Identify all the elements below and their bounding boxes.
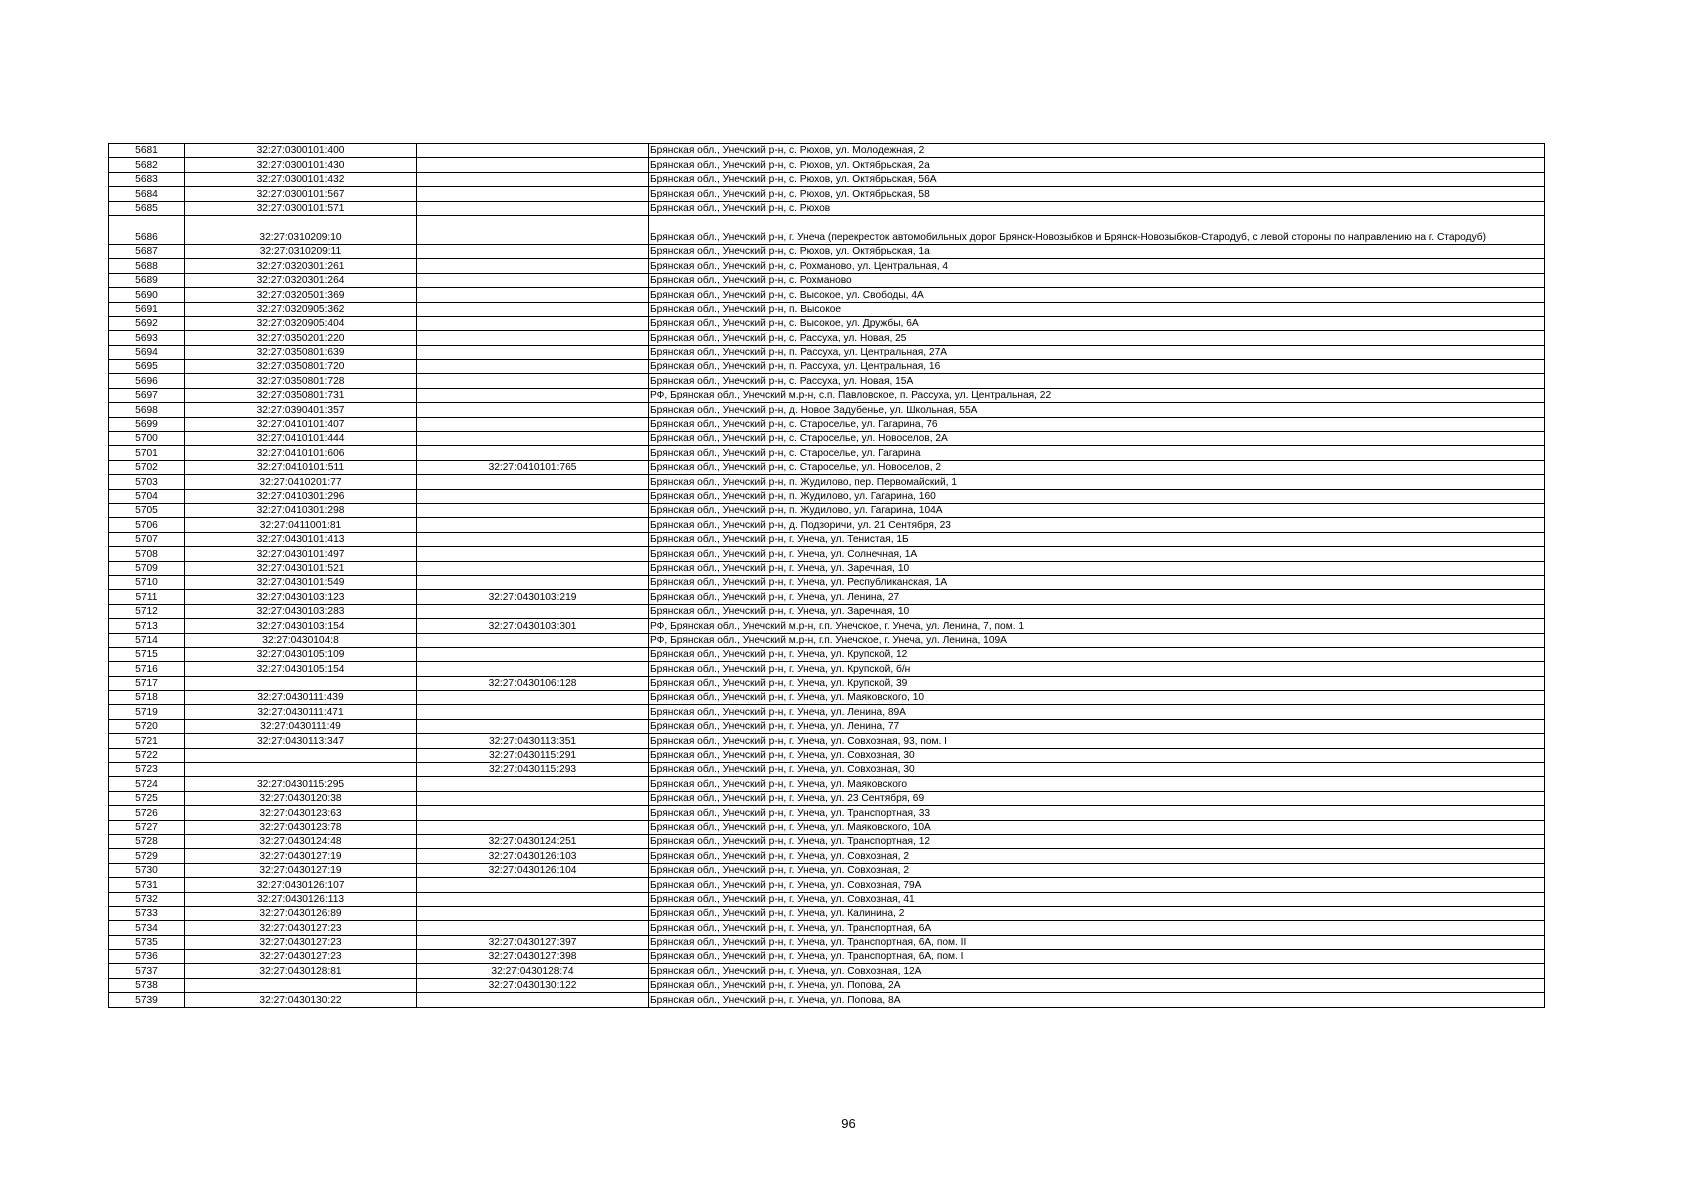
row-number-cell: 5698	[109, 403, 185, 417]
address-cell: Брянская обл., Унечский р-н, г. Унеча, ул. Транспортная, 6А	[649, 921, 1545, 935]
related-cadastral-number-cell	[417, 691, 649, 705]
address-cell: Брянская обл., Унечский р-н, г. Унеча, ул. Республиканская, 1А	[649, 575, 1545, 589]
address-cell: РФ, Брянская обл., Унечский м.р-н, с.п. Павловское, п. Рассуха, ул. Центральная, 22	[649, 388, 1545, 402]
row-number-cell: 5683	[109, 172, 185, 186]
cadastral-number-cell: 32:27:0430127:19	[185, 863, 417, 877]
cadastral-number-cell: 32:27:0430126:89	[185, 906, 417, 920]
related-cadastral-number-cell	[417, 259, 649, 273]
cadastral-number-cell: 32:27:0300101:567	[185, 187, 417, 201]
row-number-cell: 5694	[109, 345, 185, 359]
table-row	[109, 144, 1545, 158]
table-row	[109, 388, 1545, 402]
cadastral-number-cell: 32:27:0430127:23	[185, 921, 417, 935]
table-row	[109, 273, 1545, 287]
row-number-cell: 5700	[109, 432, 185, 446]
row-number-cell: 5737	[109, 964, 185, 978]
row-number-cell: 5704	[109, 489, 185, 503]
cadastral-number-cell: 32:27:0350801:639	[185, 345, 417, 359]
table-row	[109, 215, 1545, 244]
table-row	[109, 374, 1545, 388]
address-cell: Брянская обл., Унечский р-н, с. Рюхов, ул. Октябрьская, 58	[649, 187, 1545, 201]
row-number-cell: 5719	[109, 705, 185, 719]
table-row	[109, 849, 1545, 863]
row-number-cell: 5739	[109, 993, 185, 1007]
row-number-cell: 5682	[109, 158, 185, 172]
address-cell: Брянская обл., Унечский р-н, г. Унеча, ул. Совхозная, 2	[649, 863, 1545, 877]
address-cell: Брянская обл., Унечский р-н, с. Староселье, ул. Гагарина, 76	[649, 417, 1545, 431]
related-cadastral-number-cell	[417, 503, 649, 517]
address-cell: Брянская обл., Унечский р-н, г. Унеча, ул. Маяковского, 10А	[649, 820, 1545, 834]
table-row	[109, 460, 1545, 474]
related-cadastral-number-cell	[417, 345, 649, 359]
related-cadastral-number-cell	[417, 806, 649, 820]
row-number-cell: 5696	[109, 374, 185, 388]
cadastral-number-cell: 32:27:0410101:511	[185, 460, 417, 474]
cadastral-number-cell: 32:27:0430101:413	[185, 532, 417, 546]
related-cadastral-number-cell	[417, 172, 649, 186]
cadastral-number-cell: 32:27:0320905:404	[185, 316, 417, 330]
cadastral-number-cell: 32:27:0430128:81	[185, 964, 417, 978]
row-number-cell: 5716	[109, 662, 185, 676]
address-cell: Брянская обл., Унечский р-н, г. Унеча, ул. Ленина, 27	[649, 590, 1545, 604]
related-cadastral-number-cell	[417, 561, 649, 575]
address-cell: Брянская обл., Унечский р-н, г. Унеча, ул. Маяковского	[649, 777, 1545, 791]
address-cell: Брянская обл., Унечский р-н, г. Унеча, ул. Тенистая, 1Б	[649, 532, 1545, 546]
table-row	[109, 432, 1545, 446]
related-cadastral-number-cell	[417, 820, 649, 834]
table-row	[109, 777, 1545, 791]
related-cadastral-number-cell	[417, 187, 649, 201]
row-number-cell: 5722	[109, 748, 185, 762]
row-number-cell: 5688	[109, 259, 185, 273]
row-number-cell: 5736	[109, 950, 185, 964]
row-number-cell: 5692	[109, 316, 185, 330]
table-row	[109, 647, 1545, 661]
cadastral-number-cell: 32:27:0320501:369	[185, 288, 417, 302]
address-cell: Брянская обл., Унечский р-н, г. Унеча, ул. Заречная, 10	[649, 604, 1545, 618]
row-number-cell: 5705	[109, 503, 185, 517]
cadastral-number-cell: 32:27:0430103:123	[185, 590, 417, 604]
related-cadastral-number-cell	[417, 633, 649, 647]
cadastral-number-cell: 32:27:0350801:731	[185, 388, 417, 402]
table-row	[109, 863, 1545, 877]
related-cadastral-number-cell	[417, 647, 649, 661]
table-row	[109, 950, 1545, 964]
table-row	[109, 475, 1545, 489]
related-cadastral-number-cell	[417, 489, 649, 503]
related-cadastral-number-cell	[417, 417, 649, 431]
cadastral-number-cell: 32:27:0430123:63	[185, 806, 417, 820]
related-cadastral-number-cell	[417, 158, 649, 172]
table-row	[109, 403, 1545, 417]
address-cell: Брянская обл., Унечский р-н, п. Высокое	[649, 302, 1545, 316]
row-number-cell: 5724	[109, 777, 185, 791]
cadastral-number-cell: 32:27:0300101:432	[185, 172, 417, 186]
related-cadastral-number-cell: 32:27:0430130:122	[417, 978, 649, 992]
row-number-cell: 5730	[109, 863, 185, 877]
cadastral-number-cell: 32:27:0300101:571	[185, 201, 417, 215]
cadastral-number-cell: 32:27:0430101:521	[185, 561, 417, 575]
related-cadastral-number-cell	[417, 475, 649, 489]
related-cadastral-number-cell	[417, 532, 649, 546]
cadastral-number-cell	[185, 748, 417, 762]
cadastral-number-cell: 32:27:0410101:606	[185, 446, 417, 460]
table-row	[109, 676, 1545, 690]
related-cadastral-number-cell	[417, 273, 649, 287]
row-number-cell: 5681	[109, 144, 185, 158]
table-row	[109, 791, 1545, 805]
related-cadastral-number-cell	[417, 403, 649, 417]
table-row	[109, 187, 1545, 201]
address-cell: Брянская обл., Унечский р-н, с. Староселье, ул. Новоселов, 2	[649, 460, 1545, 474]
address-cell: Брянская обл., Унечский р-н, г. Унеча, ул. Совхозная, 93, пом. I	[649, 734, 1545, 748]
address-cell: Брянская обл., Унечский р-н, п. Рассуха, ул. Центральная, 16	[649, 360, 1545, 374]
related-cadastral-number-cell	[417, 331, 649, 345]
cadastral-number-cell: 32:27:0430126:107	[185, 878, 417, 892]
address-cell: Брянская обл., Унечский р-н, д. Подзоричи, ул. 21 Сентября, 23	[649, 518, 1545, 532]
address-cell: Брянская обл., Унечский р-н, г. Унеча, ул. 23 Сентября, 69	[649, 791, 1545, 805]
cadastral-number-cell: 32:27:0320301:264	[185, 273, 417, 287]
related-cadastral-number-cell	[417, 906, 649, 920]
related-cadastral-number-cell: 32:27:0410101:765	[417, 460, 649, 474]
property-table	[108, 143, 1545, 1008]
row-number-cell: 5684	[109, 187, 185, 201]
related-cadastral-number-cell	[417, 662, 649, 676]
cadastral-number-cell: 32:27:0300101:430	[185, 158, 417, 172]
row-number-cell: 5731	[109, 878, 185, 892]
cadastral-number-cell: 32:27:0411001:81	[185, 518, 417, 532]
row-number-cell: 5723	[109, 763, 185, 777]
related-cadastral-number-cell	[417, 518, 649, 532]
related-cadastral-number-cell: 32:27:0430127:398	[417, 950, 649, 964]
address-cell: Брянская обл., Унечский р-н, д. Новое Задубенье, ул. Школьная, 55А	[649, 403, 1545, 417]
related-cadastral-number-cell	[417, 244, 649, 258]
table-row	[109, 446, 1545, 460]
table-row	[109, 547, 1545, 561]
related-cadastral-number-cell	[417, 201, 649, 215]
table-row	[109, 719, 1545, 733]
address-cell: Брянская обл., Унечский р-н, с. Высокое, ул. Свободы, 4А	[649, 288, 1545, 302]
address-cell: Брянская обл., Унечский р-н, г. Унеча, ул. Попова, 2А	[649, 978, 1545, 992]
table-row	[109, 316, 1545, 330]
row-number-cell: 5712	[109, 604, 185, 618]
row-number-cell: 5720	[109, 719, 185, 733]
cadastral-number-cell: 32:27:0430111:471	[185, 705, 417, 719]
table-row	[109, 489, 1545, 503]
address-cell: Брянская обл., Унечский р-н, г. Унеча, ул. Совхозная, 41	[649, 892, 1545, 906]
related-cadastral-number-cell	[417, 719, 649, 733]
address-cell: Брянская обл., Унечский р-н, г. Унеча, ул. Солнечная, 1А	[649, 547, 1545, 561]
related-cadastral-number-cell: 32:27:0430127:397	[417, 935, 649, 949]
address-cell: Брянская обл., Унечский р-н, г. Унеча, ул. Крупской, 12	[649, 647, 1545, 661]
address-cell: Брянская обл., Унечский р-н, г. Унеча, ул. Попова, 8А	[649, 993, 1545, 1007]
related-cadastral-number-cell: 32:27:0430113:351	[417, 734, 649, 748]
row-number-cell: 5691	[109, 302, 185, 316]
address-cell: Брянская обл., Унечский р-н, с. Рохманово, ул. Центральная, 4	[649, 259, 1545, 273]
cadastral-number-cell: 32:27:0430130:22	[185, 993, 417, 1007]
table-row	[109, 834, 1545, 848]
row-number-cell: 5727	[109, 820, 185, 834]
address-cell: Брянская обл., Унечский р-н, с. Рюхов, ул. Молодежная, 2	[649, 144, 1545, 158]
address-cell: РФ, Брянская обл., Унечский м.р-н, г.п. Унечское, г. Унеча, ул. Ленина, 109А	[649, 633, 1545, 647]
row-number-cell: 5728	[109, 834, 185, 848]
row-number-cell: 5718	[109, 691, 185, 705]
related-cadastral-number-cell	[417, 144, 649, 158]
table-row	[109, 705, 1545, 719]
cadastral-number-cell: 32:27:0430105:109	[185, 647, 417, 661]
related-cadastral-number-cell	[417, 604, 649, 618]
table-row	[109, 662, 1545, 676]
cadastral-number-cell: 32:27:0310209:11	[185, 244, 417, 258]
related-cadastral-number-cell	[417, 215, 649, 244]
address-cell: Брянская обл., Унечский р-н, с. Рюхов	[649, 201, 1545, 215]
row-number-cell: 5725	[109, 791, 185, 805]
cadastral-number-cell: 32:27:0310209:10	[185, 215, 417, 244]
row-number-cell: 5707	[109, 532, 185, 546]
row-number-cell: 5685	[109, 201, 185, 215]
table-row	[109, 503, 1545, 517]
row-number-cell: 5734	[109, 921, 185, 935]
cadastral-number-cell: 32:27:0410101:444	[185, 432, 417, 446]
cadastral-number-cell	[185, 763, 417, 777]
address-cell: Брянская обл., Унечский р-н, п. Жудилово, ул. Гагарина, 104А	[649, 503, 1545, 517]
cadastral-number-cell: 32:27:0430104:8	[185, 633, 417, 647]
address-cell: Брянская обл., Унечский р-н, г. Унеча, ул. Крупской, 39	[649, 676, 1545, 690]
row-number-cell: 5711	[109, 590, 185, 604]
table-row	[109, 748, 1545, 762]
related-cadastral-number-cell: 32:27:0430106:128	[417, 676, 649, 690]
cadastral-number-cell: 32:27:0390401:357	[185, 403, 417, 417]
cadastral-number-cell: 32:27:0320301:261	[185, 259, 417, 273]
address-cell: Брянская обл., Унечский р-н, п. Рассуха, ул. Центральная, 27А	[649, 345, 1545, 359]
table-row	[109, 532, 1545, 546]
row-number-cell: 5686	[109, 215, 185, 244]
table-row	[109, 964, 1545, 978]
cadastral-number-cell	[185, 978, 417, 992]
table-row	[109, 763, 1545, 777]
table-row	[109, 302, 1545, 316]
row-number-cell: 5697	[109, 388, 185, 402]
related-cadastral-number-cell	[417, 302, 649, 316]
row-number-cell: 5701	[109, 446, 185, 460]
row-number-cell: 5708	[109, 547, 185, 561]
address-cell: Брянская обл., Унечский р-н, г. Унеча, ул. Транспортная, 6А, пом. II	[649, 935, 1545, 949]
related-cadastral-number-cell: 32:27:0430103:219	[417, 590, 649, 604]
cadastral-number-cell: 32:27:0300101:400	[185, 144, 417, 158]
related-cadastral-number-cell	[417, 993, 649, 1007]
table-row	[109, 575, 1545, 589]
related-cadastral-number-cell	[417, 892, 649, 906]
cadastral-number-cell: 32:27:0430111:49	[185, 719, 417, 733]
cadastral-number-cell: 32:27:0320905:362	[185, 302, 417, 316]
table-row	[109, 172, 1545, 186]
related-cadastral-number-cell	[417, 777, 649, 791]
table-row	[109, 590, 1545, 604]
address-cell: Брянская обл., Унечский р-н, г. Унеча, ул. Ленина, 77	[649, 719, 1545, 733]
table-row	[109, 734, 1545, 748]
cadastral-number-cell: 32:27:0410301:298	[185, 503, 417, 517]
address-cell: Брянская обл., Унечский р-н, г. Унеча, ул. Совхозная, 30	[649, 763, 1545, 777]
row-number-cell: 5693	[109, 331, 185, 345]
address-cell: Брянская обл., Унечский р-н, с. Староселье, ул. Гагарина	[649, 446, 1545, 460]
address-cell: Брянская обл., Унечский р-н, г. Унеча, ул. Калинина, 2	[649, 906, 1545, 920]
table-row	[109, 820, 1545, 834]
row-number-cell: 5709	[109, 561, 185, 575]
cadastral-number-cell	[185, 676, 417, 690]
related-cadastral-number-cell: 32:27:0430126:103	[417, 849, 649, 863]
table-row	[109, 259, 1545, 273]
address-cell: Брянская обл., Унечский р-н, с. Высокое, ул. Дружбы, 6А	[649, 316, 1545, 330]
cadastral-number-cell: 32:27:0430103:283	[185, 604, 417, 618]
related-cadastral-number-cell	[417, 360, 649, 374]
row-number-cell: 5714	[109, 633, 185, 647]
address-cell: Брянская обл., Унечский р-н, г. Унеча, ул. Транспортная, 12	[649, 834, 1545, 848]
related-cadastral-number-cell: 32:27:0430124:251	[417, 834, 649, 848]
row-number-cell: 5702	[109, 460, 185, 474]
row-number-cell: 5733	[109, 906, 185, 920]
table-row	[109, 331, 1545, 345]
table-row	[109, 878, 1545, 892]
address-cell: Брянская обл., Унечский р-н, п. Жудилово, ул. Гагарина, 160	[649, 489, 1545, 503]
address-cell: Брянская обл., Унечский р-н, г. Унеча, ул. Транспортная, 33	[649, 806, 1545, 820]
related-cadastral-number-cell	[417, 374, 649, 388]
row-number-cell: 5717	[109, 676, 185, 690]
address-cell: Брянская обл., Унечский р-н, г. Унеча, ул. Ленина, 89А	[649, 705, 1545, 719]
table-row	[109, 201, 1545, 215]
row-number-cell: 5726	[109, 806, 185, 820]
row-number-cell: 5738	[109, 978, 185, 992]
row-number-cell: 5729	[109, 849, 185, 863]
cadastral-number-cell: 32:27:0410101:407	[185, 417, 417, 431]
cadastral-number-cell: 32:27:0430101:549	[185, 575, 417, 589]
table-row	[109, 604, 1545, 618]
address-cell: Брянская обл., Унечский р-н, с. Рассуха, ул. Новая, 15А	[649, 374, 1545, 388]
row-number-cell: 5710	[109, 575, 185, 589]
cadastral-number-cell: 32:27:0430120:38	[185, 791, 417, 805]
related-cadastral-number-cell	[417, 388, 649, 402]
row-number-cell: 5699	[109, 417, 185, 431]
table-row	[109, 978, 1545, 992]
cadastral-number-cell: 32:27:0430103:154	[185, 619, 417, 633]
row-number-cell: 5703	[109, 475, 185, 489]
cadastral-number-cell: 32:27:0410301:296	[185, 489, 417, 503]
row-number-cell: 5706	[109, 518, 185, 532]
related-cadastral-number-cell	[417, 316, 649, 330]
table-row	[109, 633, 1545, 647]
address-cell: Брянская обл., Унечский р-н, г. Унеча, ул. Крупской, б/н	[649, 662, 1545, 676]
row-number-cell: 5687	[109, 244, 185, 258]
table-row	[109, 518, 1545, 532]
row-number-cell: 5695	[109, 360, 185, 374]
address-cell: Брянская обл., Унечский р-н, г. Унеча, ул. Совхозная, 12А	[649, 964, 1545, 978]
address-cell: Брянская обл., Унечский р-н, п. Жудилово, пер. Первомайский, 1	[649, 475, 1545, 489]
address-cell: Брянская обл., Унечский р-н, г. Унеча, ул. Транспортная, 6А, пом. I	[649, 950, 1545, 964]
address-cell: Брянская обл., Унечский р-н, г. Унеча (перекресток автомобильных дорог Брянск-Новозыбков и Брянск-Новозыбков-Стародуб, с левой стороны по направлению на г. Стародуб)	[649, 215, 1545, 244]
address-cell: Брянская обл., Унечский р-н, г. Унеча, ул. Заречная, 10	[649, 561, 1545, 575]
address-cell: Брянская обл., Унечский р-н, г. Унеча, ул. Совхозная, 30	[649, 748, 1545, 762]
table-row	[109, 935, 1545, 949]
related-cadastral-number-cell: 32:27:0430128:74	[417, 964, 649, 978]
table-row	[109, 417, 1545, 431]
table-row	[109, 892, 1545, 906]
table-row	[109, 244, 1545, 258]
address-cell: Брянская обл., Унечский р-н, с. Рюхов, ул. Октябрьская, 1а	[649, 244, 1545, 258]
cadastral-number-cell: 32:27:0410201:77	[185, 475, 417, 489]
address-cell: Брянская обл., Унечский р-н, г. Унеча, ул. Совхозная, 2	[649, 849, 1545, 863]
cadastral-number-cell: 32:27:0430115:295	[185, 777, 417, 791]
address-cell: Брянская обл., Унечский р-н, с. Рохманово	[649, 273, 1545, 287]
related-cadastral-number-cell	[417, 878, 649, 892]
row-number-cell: 5713	[109, 619, 185, 633]
address-cell: Брянская обл., Унечский р-н, г. Унеча, ул. Маяковского, 10	[649, 691, 1545, 705]
related-cadastral-number-cell	[417, 547, 649, 561]
address-cell: Брянская обл., Унечский р-н, с. Староселье, ул. Новоселов, 2А	[649, 432, 1545, 446]
table-row	[109, 906, 1545, 920]
related-cadastral-number-cell	[417, 921, 649, 935]
table-row	[109, 806, 1545, 820]
cadastral-number-cell: 32:27:0430127:19	[185, 849, 417, 863]
related-cadastral-number-cell: 32:27:0430115:291	[417, 748, 649, 762]
address-cell: Брянская обл., Унечский р-н, с. Рюхов, ул. Октябрьская, 2а	[649, 158, 1545, 172]
table-row	[109, 993, 1545, 1007]
table-row	[109, 691, 1545, 705]
address-cell: Брянская обл., Унечский р-н, г. Унеча, ул. Совхозная, 79А	[649, 878, 1545, 892]
table-row	[109, 345, 1545, 359]
table-row	[109, 288, 1545, 302]
related-cadastral-number-cell	[417, 791, 649, 805]
cadastral-number-cell: 32:27:0350801:728	[185, 374, 417, 388]
cadastral-number-cell: 32:27:0430105:154	[185, 662, 417, 676]
cadastral-number-cell: 32:27:0430127:23	[185, 935, 417, 949]
row-number-cell: 5735	[109, 935, 185, 949]
row-number-cell: 5715	[109, 647, 185, 661]
cadastral-number-cell: 32:27:0430101:497	[185, 547, 417, 561]
related-cadastral-number-cell	[417, 705, 649, 719]
related-cadastral-number-cell: 32:27:0430103:301	[417, 619, 649, 633]
cadastral-number-cell: 32:27:0350201:220	[185, 331, 417, 345]
property-table-body	[109, 144, 1545, 1008]
row-number-cell: 5689	[109, 273, 185, 287]
related-cadastral-number-cell	[417, 288, 649, 302]
cadastral-number-cell: 32:27:0430127:23	[185, 950, 417, 964]
table-row	[109, 561, 1545, 575]
cadastral-number-cell: 32:27:0430113:347	[185, 734, 417, 748]
cadastral-number-cell: 32:27:0430124:48	[185, 834, 417, 848]
address-cell: РФ, Брянская обл., Унечский м.р-н, г.п. Унечское, г. Унеча, ул. Ленина, 7, пом. 1	[649, 619, 1545, 633]
address-cell: Брянская обл., Унечский р-н, с. Рассуха, ул. Новая, 25	[649, 331, 1545, 345]
cadastral-number-cell: 32:27:0430123:78	[185, 820, 417, 834]
cadastral-number-cell: 32:27:0350801:720	[185, 360, 417, 374]
address-cell: Брянская обл., Унечский р-н, с. Рюхов, ул. Октябрьская, 56А	[649, 172, 1545, 186]
table-row	[109, 360, 1545, 374]
table-row	[109, 619, 1545, 633]
cadastral-number-cell: 32:27:0430111:439	[185, 691, 417, 705]
related-cadastral-number-cell	[417, 432, 649, 446]
row-number-cell: 5721	[109, 734, 185, 748]
table-row	[109, 921, 1545, 935]
cadastral-number-cell: 32:27:0430126:113	[185, 892, 417, 906]
related-cadastral-number-cell: 32:27:0430126:104	[417, 863, 649, 877]
row-number-cell: 5732	[109, 892, 185, 906]
row-number-cell: 5690	[109, 288, 185, 302]
related-cadastral-number-cell	[417, 575, 649, 589]
related-cadastral-number-cell	[417, 446, 649, 460]
related-cadastral-number-cell: 32:27:0430115:293	[417, 763, 649, 777]
table-row	[109, 158, 1545, 172]
page-number: 96	[841, 1116, 856, 1131]
